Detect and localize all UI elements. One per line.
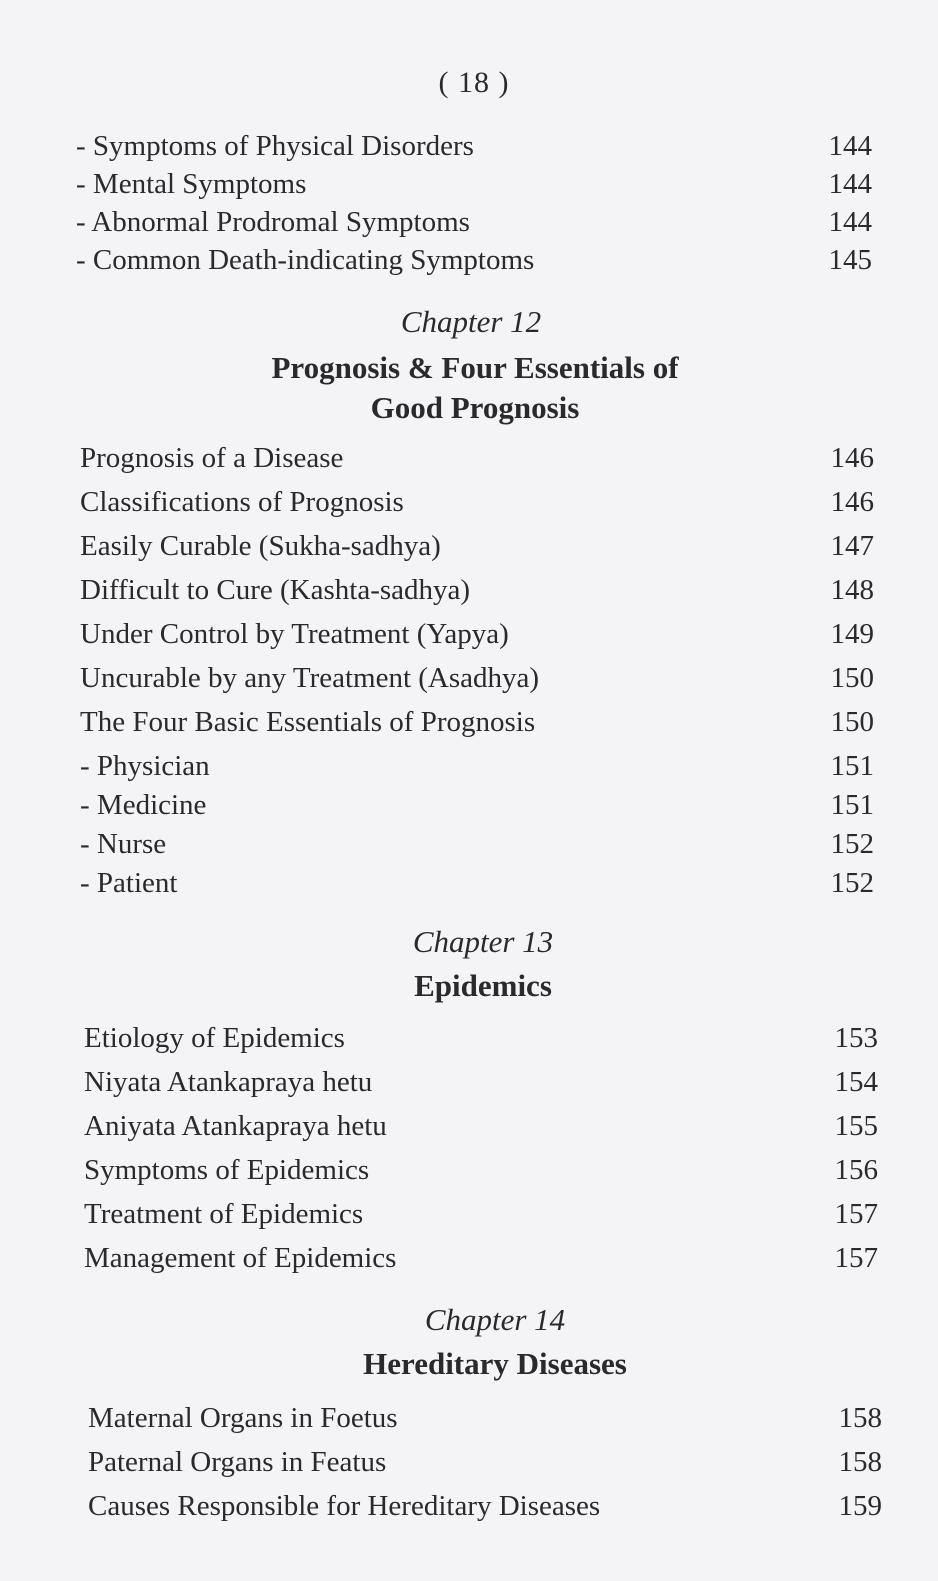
entry-page: 150	[830, 662, 874, 694]
entry-title: Etiology of Epidemics	[84, 1022, 345, 1054]
entry-title: Uncurable by any Treatment (Asadhya)	[80, 662, 540, 694]
toc-entry	[76, 208, 872, 246]
entry-title: The Four Basic Essentials of Prognosis	[80, 706, 536, 738]
entry-page: 151	[830, 789, 874, 821]
chapter-12-title-line2: Good Prognosis	[370, 390, 580, 425]
entry-title: - Symptoms of Physical Disorders	[76, 130, 474, 162]
entry-title: Difficult to Cure (Kashta-sadhya)	[80, 574, 471, 606]
entry-title: - Mental Symptoms	[76, 168, 307, 200]
entry-page: 146	[830, 442, 874, 474]
toc-entry	[80, 620, 874, 664]
entry-title: Management of Epidemics	[84, 1242, 397, 1274]
toc-entry	[84, 1024, 878, 1068]
entry-page: 158	[838, 1446, 882, 1478]
toc-entry	[76, 246, 872, 284]
entry-title: Symptoms of Epidemics	[84, 1154, 370, 1186]
entry-page: 147	[830, 530, 874, 562]
toc-entry	[80, 664, 874, 708]
toc-entry	[80, 708, 874, 752]
entry-page: 159	[838, 1490, 882, 1522]
toc-entry	[84, 1200, 878, 1244]
entry-title: - Common Death-indicating Symptoms	[76, 244, 535, 276]
entry-page: 157	[834, 1242, 878, 1274]
entry-title: Under Control by Treatment (Yapya)	[80, 618, 509, 650]
entry-page: 157	[834, 1198, 878, 1230]
chapter-12-title-line1: Prognosis & Four Essentials of	[271, 350, 679, 385]
toc-entry	[88, 1492, 882, 1536]
entry-title: Prognosis of a Disease	[80, 442, 344, 474]
toc-entry	[80, 791, 874, 830]
entry-page: 146	[830, 486, 874, 518]
toc-entry	[84, 1068, 878, 1112]
entry-title: - Medicine	[80, 789, 207, 821]
entry-page: 145	[828, 244, 872, 276]
entry-page: 158	[838, 1402, 882, 1434]
toc-entry	[80, 830, 874, 869]
chapter-14-label: Chapter 14	[424, 1302, 566, 1337]
entry-page: 152	[830, 867, 874, 899]
toc-entry	[80, 532, 874, 576]
toc-entry	[80, 488, 874, 532]
page-number: ( 18 )	[438, 66, 510, 99]
toc-entry	[88, 1404, 882, 1448]
entry-page: 144	[828, 206, 872, 238]
entry-page: 144	[828, 168, 872, 200]
entry-page: 156	[834, 1154, 878, 1186]
toc-entry	[80, 752, 874, 791]
entry-title: Aniyata Atankapraya hetu	[84, 1110, 387, 1142]
entry-page: 151	[830, 750, 874, 782]
entry-title: Niyata Atankapraya hetu	[84, 1066, 373, 1098]
chapter-14-title: Hereditary Diseases	[363, 1346, 627, 1381]
entry-page: 144	[828, 130, 872, 162]
chapter-13-label: Chapter 13	[412, 924, 554, 959]
toc-entry	[84, 1112, 878, 1156]
toc-entry	[80, 869, 874, 908]
chapter-13-entries	[84, 1024, 878, 1288]
chapter-12-entries	[80, 444, 874, 908]
toc-entry	[76, 170, 872, 208]
chapter-12-label: Chapter 12	[400, 304, 542, 339]
toc-entry	[80, 576, 874, 620]
entry-page: 155	[834, 1110, 878, 1142]
toc-entry	[84, 1244, 878, 1288]
entry-title: - Nurse	[80, 828, 167, 860]
entry-page: 153	[834, 1022, 878, 1054]
entry-page: 150	[830, 706, 874, 738]
entry-title: Classifications of Prognosis	[80, 486, 404, 518]
entry-title: Causes Responsible for Hereditary Diseases	[88, 1490, 601, 1522]
entry-title: Paternal Organs in Featus	[88, 1446, 387, 1478]
entry-page: 149	[830, 618, 874, 650]
entry-page: 154	[834, 1066, 878, 1098]
chapter-14-entries	[88, 1404, 882, 1536]
toc-entry	[84, 1156, 878, 1200]
continued-entries	[76, 132, 872, 284]
entry-title: Treatment of Epidemics	[84, 1198, 364, 1230]
entry-title: - Patient	[80, 867, 178, 899]
entry-page: 152	[830, 828, 874, 860]
toc-entry	[76, 132, 872, 170]
entry-title: - Abnormal Prodromal Symptoms	[76, 206, 470, 238]
entry-title: - Physician	[80, 750, 210, 782]
toc-entry	[88, 1448, 882, 1492]
chapter-13-title: Epidemics	[414, 968, 552, 1003]
entry-title: Easily Curable (Sukha-sadhya)	[80, 530, 441, 562]
entry-title: Maternal Organs in Foetus	[88, 1402, 398, 1434]
entry-page: 148	[830, 574, 874, 606]
toc-entry	[80, 444, 874, 488]
